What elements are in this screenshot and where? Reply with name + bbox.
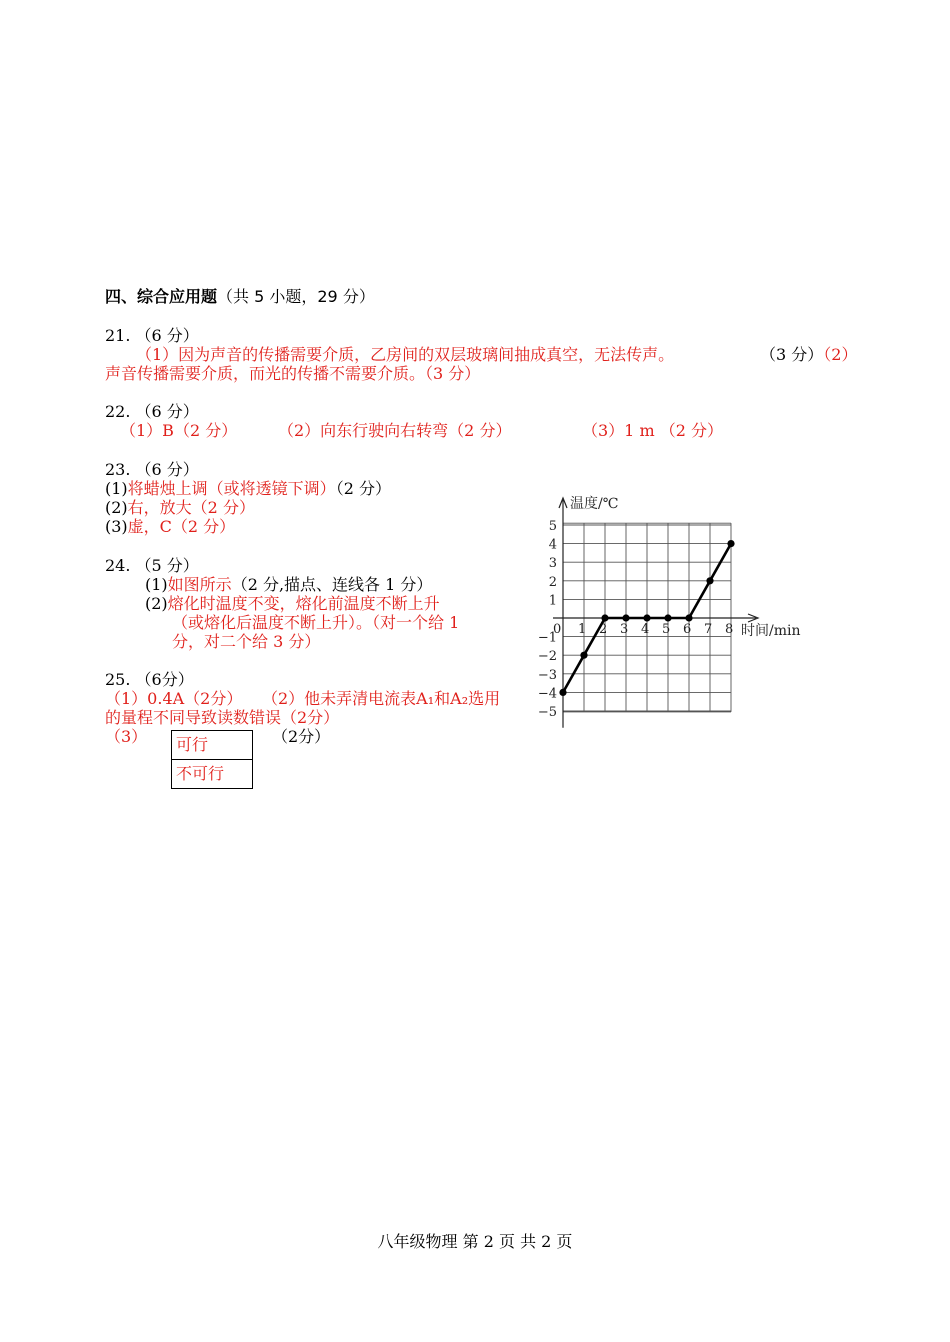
data-point <box>706 577 713 584</box>
q23-line2 <box>105 498 255 518</box>
q21-answer-1-score: （3 分） <box>760 345 824 364</box>
q21-line1-score-wrap <box>760 345 857 365</box>
q25-answer-2: （2）他未弄清电流表A₁和A₂选用 <box>262 689 501 708</box>
q24-head: 24. （5 分） <box>105 556 199 575</box>
data-point <box>580 652 587 659</box>
q24-answer-1-score: （2 分,描点、连线各 1 分） <box>231 575 433 594</box>
q25-answer-1: （1）0.4A（2分） <box>105 689 243 708</box>
data-point <box>622 614 629 621</box>
table-cell: 可行 <box>172 731 253 760</box>
y-tick-label: 3 <box>548 556 557 572</box>
q23-answer-2: 右，放大（2 分） <box>127 498 255 517</box>
x-tick-label: 6 <box>683 622 692 637</box>
q24-answer-2-num: (2) <box>145 594 168 613</box>
q24-answer-1-num: (1) <box>145 575 168 594</box>
q23-answer-1: 将蜡烛上调（或将透镜下调） <box>127 479 336 498</box>
q23-answer-3: 虚，C（2 分） <box>127 517 236 536</box>
data-point <box>559 689 566 696</box>
x-tick-label: 0 <box>553 622 562 637</box>
table-cell: 不可行 <box>172 760 253 789</box>
y-tick-label: 5 <box>548 519 557 534</box>
q25-options-table <box>171 730 253 789</box>
table-row <box>172 731 253 760</box>
q23-answer-1-score: （2 分） <box>335 479 391 498</box>
q21-head: 21. （6 分） <box>105 326 199 345</box>
data-point <box>685 614 692 621</box>
q22-answer-3: （3）1 m （2 分） <box>582 421 723 440</box>
x-tick-label: 2 <box>599 622 608 637</box>
chart-ticks <box>538 519 733 720</box>
section-title <box>105 287 375 307</box>
q25-answer-2-cont: 的量程不同导致读数错误（2分） <box>105 708 340 727</box>
q23-line1 <box>105 479 391 499</box>
x-tick-label: 1 <box>578 622 587 637</box>
temperature-time-chart <box>530 488 830 738</box>
q24-answer-2-l1: 熔化时温度不变，熔化前温度不断上升 <box>167 594 440 613</box>
q25-answer-3-num: （3） <box>105 727 148 746</box>
q23-answer-3-num: (3) <box>105 517 128 536</box>
y-axis-label: 温度/℃ <box>570 496 619 512</box>
x-tick-label: 7 <box>704 622 713 637</box>
x-axis-label: 时间/min <box>741 623 801 639</box>
y-tick-label: 2 <box>548 574 557 590</box>
x-tick-label: 8 <box>725 622 734 637</box>
page-footer: 八年级物理 第 2 页 共 2 页 <box>377 1232 573 1251</box>
y-tick-label: −5 <box>537 705 557 720</box>
data-point <box>643 614 650 621</box>
q25-answer-3-score: （2分） <box>272 727 331 746</box>
table-row <box>172 760 253 789</box>
q22-answer-2: （2）向东行驶向右转弯（2 分） <box>278 421 512 440</box>
y-tick-label: −3 <box>537 667 557 683</box>
x-tick-label: 5 <box>662 622 671 637</box>
data-point <box>727 540 734 547</box>
y-tick-label: −4 <box>537 686 557 702</box>
q24-answer-2-l2: （或熔化后温度不断上升）。（对一个给 1 <box>172 613 460 632</box>
section-title-bold: 四、综合应用题 <box>105 287 218 306</box>
data-point <box>601 614 608 621</box>
q24-answer-2-l3: 分，对二个给 3 分） <box>172 632 321 651</box>
x-tick-label: 4 <box>641 622 650 637</box>
y-tick-label: 4 <box>548 537 557 553</box>
q23-line3 <box>105 517 235 537</box>
y-tick-label: −1 <box>537 630 557 646</box>
q22-head: 22. （6 分） <box>105 402 199 421</box>
y-tick-label: −2 <box>537 649 557 665</box>
q22-answer-1: （1）B（2 分） <box>120 421 238 440</box>
q24-line1 <box>145 575 432 595</box>
q25-head: 25. （6分） <box>105 670 194 689</box>
y-tick-label: 1 <box>548 593 557 609</box>
q23-answer-1-num: (1) <box>105 479 128 498</box>
q23-head: 23. （6 分） <box>105 460 199 479</box>
section-title-rest: （共 5 小题，29 分） <box>217 287 375 306</box>
q21-answer-1: （1）因为声音的传播需要介质，乙房间的双层玻璃间抽成真空，无法传声。 <box>136 345 675 364</box>
q24-answer-1: 如图所示 <box>167 575 232 594</box>
x-tick-label: 3 <box>620 622 629 637</box>
q21-line1 <box>136 345 674 365</box>
q23-answer-2-num: (2) <box>105 498 128 517</box>
q21-answer-2-num: （2） <box>823 345 858 364</box>
q24-line2 <box>145 594 440 614</box>
q21-answer-2: 声音传播需要介质，而光的传播不需要介质。（3 分） <box>105 364 481 383</box>
data-point <box>664 614 671 621</box>
